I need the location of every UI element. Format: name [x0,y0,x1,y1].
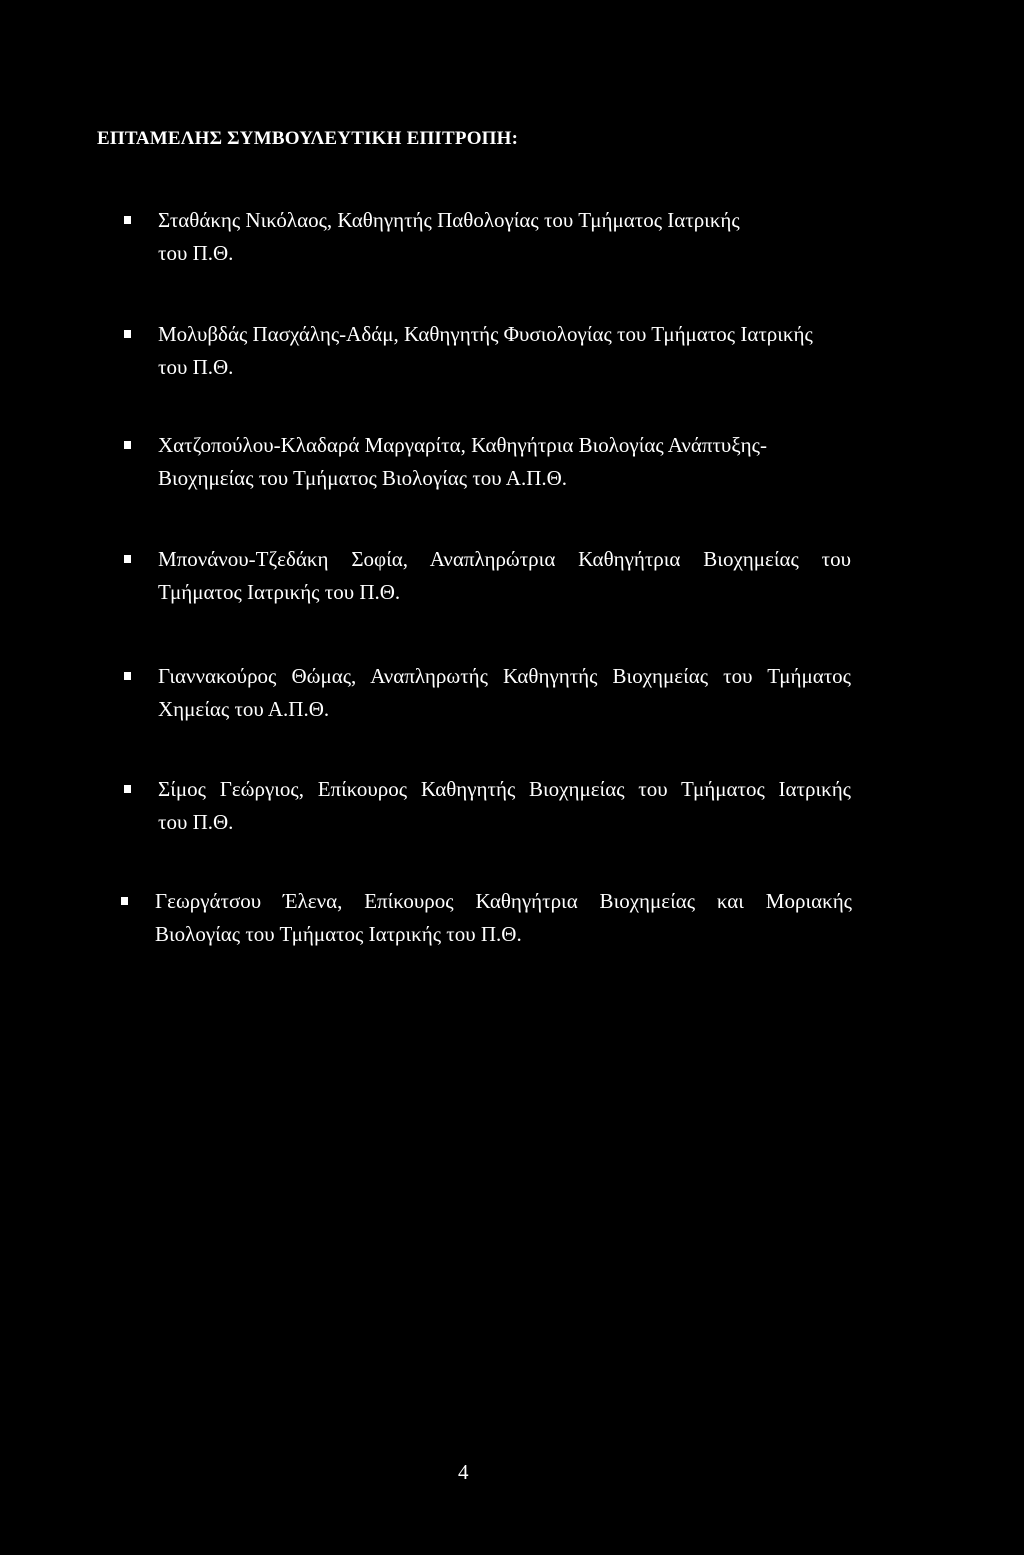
square-bullet-icon [124,672,131,680]
list-item [158,204,851,270]
list-item [155,885,852,951]
member-line-1: Μολυβδάς Πασχάλης-Αδάμ, Καθηγητής Φυσιολογίας του Τμήματος Ιατρικής [158,322,813,346]
list-item [158,660,851,726]
list-item [158,318,851,384]
member-line-2: Βιολογίας του Τμήματος Ιατρικής του Π.Θ. [155,922,522,946]
square-bullet-icon [124,441,131,449]
page-number: 4 [458,1460,469,1484]
member-line-2: Βιοχημείας του Τμήματος Βιολογίας του Α.Π.Θ. [158,466,568,490]
member-line-2: Χημείας του Α.Π.Θ. [158,697,330,721]
list-item [158,543,851,609]
member-line-1: Γιαννακούρος Θώμας, Αναπληρωτής Καθηγητής Βιοχημείας του Τμήματος [158,664,851,688]
square-bullet-icon [121,897,128,905]
square-bullet-icon [124,216,131,224]
member-line-1: Μπονάνου-Τζεδάκη Σοφία, Αναπληρώτρια Καθηγήτρια Βιοχημείας του [158,547,851,571]
square-bullet-icon [124,555,131,563]
member-line-2: Τμήματος Ιατρικής του Π.Θ. [158,580,401,604]
member-line-1: Σταθάκης Νικόλαος, Καθηγητής Παθολογίας του Τμήματος Ιατρικής [158,208,740,232]
list-item [158,773,851,839]
member-line-1: Χατζοπούλου-Κλαδαρά Μαργαρίτα, Καθηγήτρια Βιολογίας Ανάπτυξης- [158,433,767,457]
square-bullet-icon [124,330,131,338]
member-line-1: Σίμος Γεώργιος, Επίκουρος Καθηγητής Βιοχημείας του Τμήματος Ιατρικής [158,777,851,801]
member-line-1: Γεωργάτσου Έλενα, Επίκουρος Καθηγήτρια Βιοχημείας και Μοριακής [155,889,852,913]
square-bullet-icon [124,785,131,793]
committee-heading: ΕΠΤΑΜΕΛΗΣ ΣΥΜΒΟΥΛΕΥΤΙΚΗ ΕΠΙΤΡΟΠΗ: [97,128,519,149]
list-item [158,429,851,495]
member-line-2: του Π.Θ. [158,241,234,265]
member-line-2: του Π.Θ. [158,810,234,834]
member-line-2: του Π.Θ. [158,355,234,379]
